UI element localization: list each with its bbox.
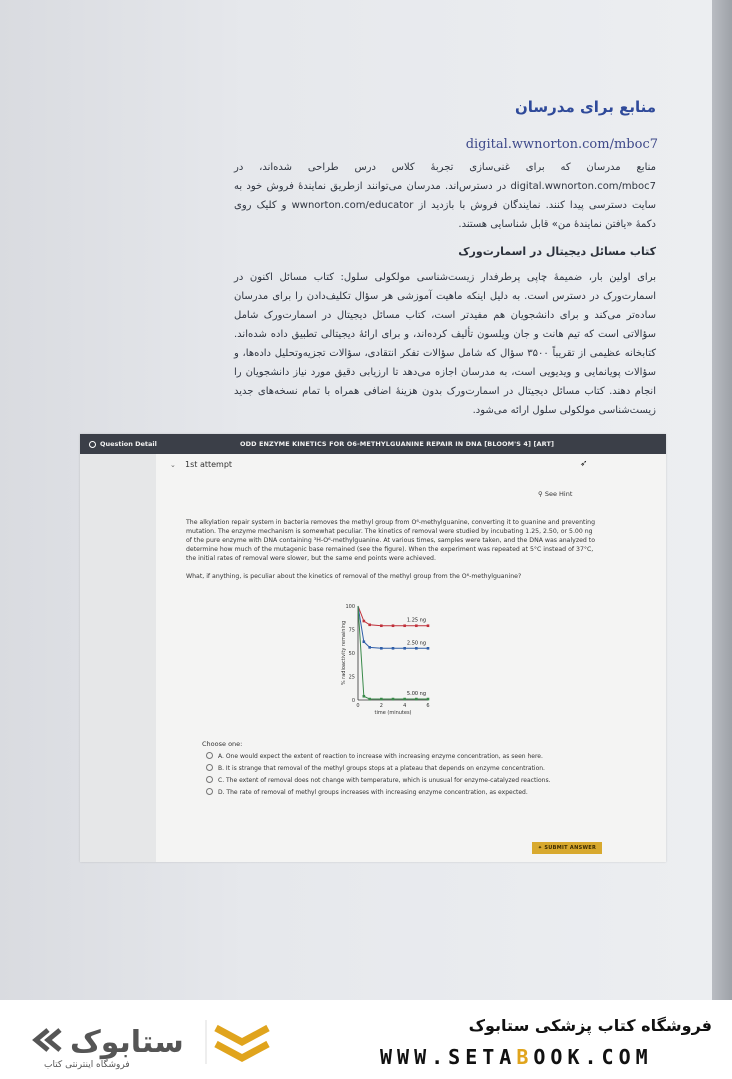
y-tick-label: 25 bbox=[348, 674, 355, 681]
radio-button[interactable] bbox=[206, 752, 213, 759]
section-heading: منابع برای مدرسان bbox=[515, 98, 656, 116]
data-point bbox=[415, 647, 418, 650]
question-text: The alkylation repair system in bacteria removes the methyl group from O⁶-methylguanine, converting it to guanine and preventing mutation. The enzyme mechanism is somewhat peculiar. The kinetics of removal were studied by incubating 1.25, 2.50, or 5.00 ng of the pure enzyme with DNA containing ³H-O⁶-methylguanine. At various times, samples were taken, and the DNA was analyzed to determine how much of the mutagenic base remained (see the figure). When the experiment was repeated at 5°C instead of 37°C, the initial rates of removal were slower, but the same end points were achieved. bbox=[186, 519, 596, 562]
data-point bbox=[427, 698, 430, 701]
top-bar bbox=[80, 434, 666, 454]
x-tick-label: 2 bbox=[379, 703, 383, 709]
y-tick-label: 100 bbox=[345, 604, 355, 610]
setabook-logo bbox=[30, 1008, 280, 1068]
x-tick-label: 6 bbox=[426, 703, 430, 709]
y-tick-label: 50 bbox=[348, 651, 355, 657]
data-point bbox=[380, 624, 383, 627]
logo-subtitle: فروشگاه اینترنتی کتاب bbox=[44, 1060, 130, 1070]
see-hint-button[interactable] bbox=[538, 490, 572, 498]
submit-answer-button[interactable] bbox=[532, 842, 602, 854]
data-point bbox=[380, 647, 383, 650]
url-suffix: OOK.COM bbox=[533, 1045, 653, 1069]
subheading: کتاب مسائل دیجیتال در اسمارت‌ورک bbox=[458, 245, 656, 258]
data-point bbox=[427, 624, 430, 627]
data-point bbox=[392, 624, 395, 627]
x-tick-label: 0 bbox=[356, 703, 360, 709]
choice-b-label: B. It is strange that removal of the methyl groups stops at a plateau that depends on enzyme concentration. bbox=[218, 765, 545, 772]
chevron-down-icon[interactable]: ⌄ bbox=[170, 461, 176, 469]
series-label: 1.25 ng bbox=[406, 617, 426, 624]
data-point bbox=[403, 647, 406, 650]
footer-banner bbox=[0, 1000, 732, 1079]
data-point bbox=[392, 647, 395, 650]
x-axis-label: time (minutes) bbox=[374, 710, 412, 716]
data-point bbox=[363, 620, 366, 623]
question-prompt: What, if anything, is peculiar about the kinetics of removal of the methyl group from the O⁶-methylguanine? bbox=[186, 573, 522, 580]
radio-button[interactable] bbox=[206, 776, 213, 783]
lightbulb-icon: ⚲ bbox=[538, 490, 545, 498]
x-tick-label: 4 bbox=[403, 703, 407, 709]
url-prefix: WWW.SETA bbox=[380, 1045, 517, 1069]
choose-one-label: Choose one: bbox=[202, 740, 243, 748]
y-axis-label: % radioactivity remaining bbox=[341, 620, 347, 686]
intro-paragraph: منابع مدرسان که برای غنی‌سازی تجربهٔ کلاس درس طراحی شده‌اند، در digital.wwnorton.com/mboc7 در دسترس‌اند. مدرسان می‌توانند ازطریق نمایندهٔ فروش خود به سایت دسترسی پیدا کنند. نمایندگان فروش با بازدید از wwnorton.com/educator و کلیک روی دکمهٔ «یافتن نمایندهٔ من» قابل شناسایی هستند. bbox=[234, 162, 657, 230]
body-paragraph: برای اولین بار، ضمیمهٔ چاپی پرطرفدار زیست‌شناسی مولکولی سلول: کتاب مسائل اکنون در اسمارت‌ورک در دسترس است. به دلیل اینکه ماهیت آموزشی هر سؤال تکلیف‌دادن را برای مدرسان ساده‌تر می‌کند و برای دانشجویان هم مفیدتر است، کتاب مسائل دیجیتال در اسمارت‌ورک شامل سؤالاتی است که تیم هانت و جان ویلسون تألیف کرده‌اند، و برای ارائهٔ دیجیتالی تطبیق داده شده‌اند. کتابخانه عظیمی از تقریباً ۳۵۰۰ سؤال که شامل سؤالات تفکر انتقادی، سؤالات تجزیه‌وتحلیل داده‌ها، و سؤالات پویانمایی و ویدیویی است، به مدرسان اجازه می‌دهد تا ارزیابی دقیق مورد نیاز دانشجویان را انجام دهند. کتاب مسائل دیجیتال در اسمارت‌ورک بدون هزینهٔ اضافی همراه با تمام نسخه‌های جدید زیست‌شناسی مولکولی سلول ارائه می‌شود. bbox=[234, 272, 656, 416]
book-spine bbox=[712, 0, 732, 1000]
y-tick-label: 0 bbox=[351, 698, 355, 704]
data-point bbox=[427, 647, 430, 650]
url-accent: B bbox=[516, 1045, 534, 1069]
target-icon bbox=[89, 441, 96, 448]
data-point bbox=[392, 698, 395, 701]
see-hint-label: See Hint bbox=[544, 490, 573, 498]
logo-text: ستابوک bbox=[70, 1025, 184, 1060]
data-point bbox=[415, 698, 418, 701]
choice-c-label: C. The extent of removal does not change with temperature, which is unusual for enzyme-catalyzed reactions. bbox=[218, 777, 551, 784]
submit-icon: ✦ bbox=[537, 845, 545, 851]
question-detail-label: Question Detail bbox=[100, 440, 157, 448]
data-point bbox=[368, 698, 371, 701]
shop-url[interactable] bbox=[380, 1045, 653, 1069]
data-point bbox=[403, 624, 406, 627]
radio-button[interactable] bbox=[206, 764, 213, 771]
data-point bbox=[380, 698, 383, 701]
question-detail-link[interactable] bbox=[89, 440, 157, 448]
choice-d-label: D. The rate of removal of methyl groups increases with increasing enzyme concentration, as expected. bbox=[218, 789, 528, 796]
data-point bbox=[363, 640, 366, 643]
choice-b[interactable] bbox=[206, 764, 545, 772]
choice-d[interactable] bbox=[206, 788, 528, 796]
series-label: 5.00 ng bbox=[406, 691, 426, 698]
left-panel bbox=[80, 454, 156, 862]
choice-a[interactable] bbox=[206, 752, 543, 760]
data-point bbox=[368, 624, 371, 627]
radio-button[interactable] bbox=[206, 788, 213, 795]
resource-url: digital.wwnorton.com/mboc7 bbox=[465, 137, 658, 152]
data-point bbox=[363, 695, 366, 698]
choice-c[interactable] bbox=[206, 776, 550, 784]
question-title: ODD ENZYME KINETICS FOR O6-METHYLGUANINE REPAIR IN DNA [BLOOM'S 4] [ART] bbox=[240, 440, 555, 448]
submit-label: SUBMIT ANSWER bbox=[544, 845, 597, 851]
pin-icon[interactable]: ➶ bbox=[580, 459, 588, 469]
shop-title: فروشگاه کتاب پزشکی ستابوک bbox=[468, 1016, 712, 1035]
choice-a-label: A. One would expect the extent of reaction to increase with increasing enzyme concentration, as seen here. bbox=[218, 753, 543, 760]
data-point bbox=[403, 698, 406, 701]
y-tick-label: 75 bbox=[348, 627, 355, 634]
series-label: 2.50 ng bbox=[406, 640, 426, 647]
smartwork-screenshot bbox=[80, 434, 666, 862]
data-point bbox=[368, 646, 371, 649]
kinetics-chart bbox=[336, 600, 516, 724]
attempt-label: 1st attempt bbox=[185, 460, 233, 469]
data-point bbox=[415, 624, 418, 627]
